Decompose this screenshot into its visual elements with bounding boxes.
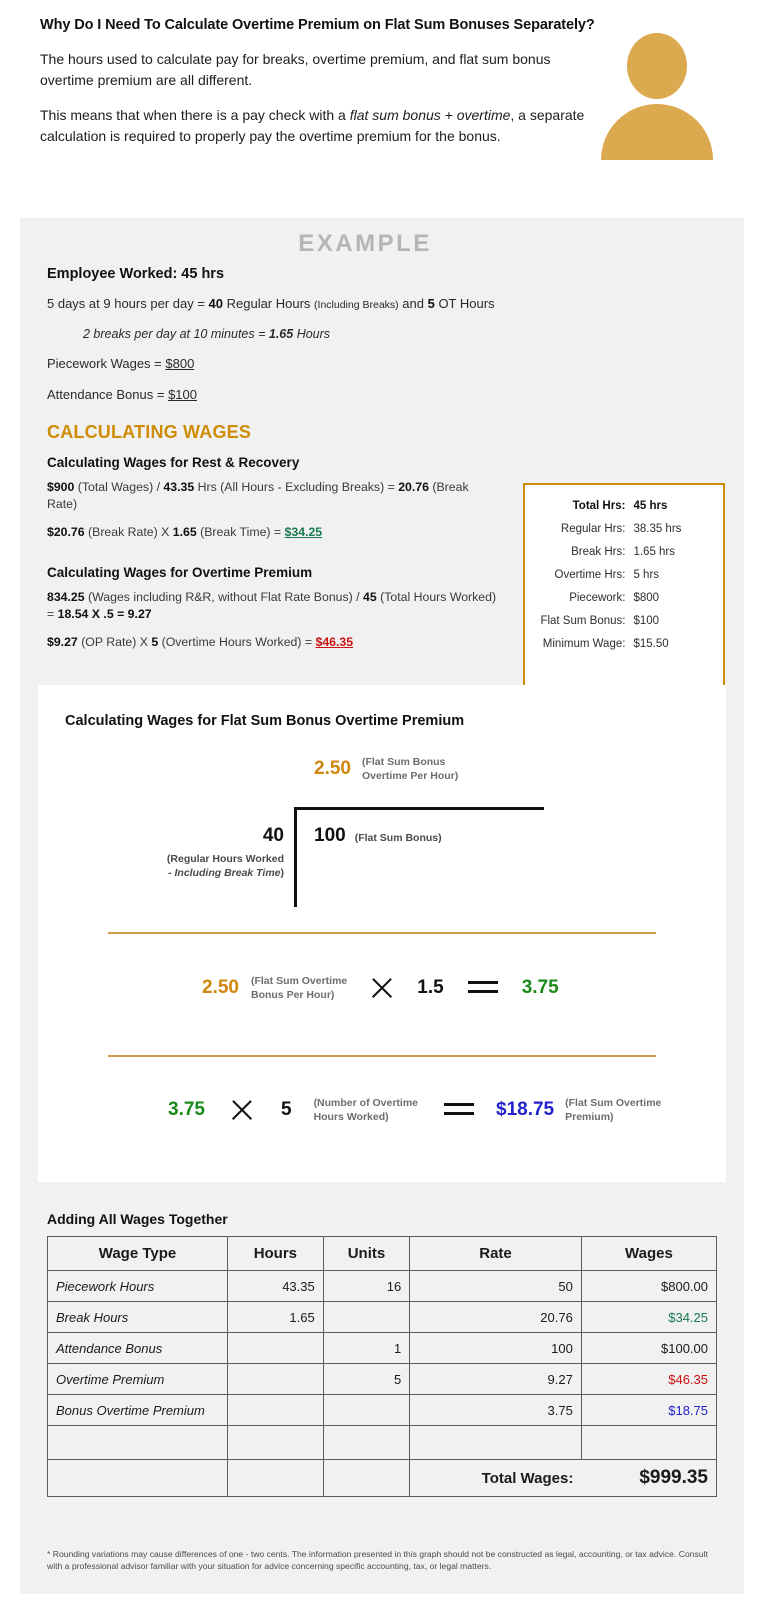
row2-result: $18.75 bbox=[496, 1099, 555, 1120]
summary-row bbox=[525, 563, 712, 586]
intro-p2-part-a: This means that when there is a pay check with a bbox=[40, 107, 350, 123]
equation-row-2 bbox=[168, 1085, 661, 1135]
op-l1-v3: 18.54 X .5 = 9.27 bbox=[57, 607, 152, 621]
wages-table-header-row bbox=[48, 1237, 717, 1271]
op-l2-v1: $9.27 bbox=[47, 635, 78, 649]
equals-icon bbox=[444, 1103, 474, 1117]
row2-a-value: 3.75 bbox=[168, 1099, 205, 1120]
table-row bbox=[48, 1426, 717, 1460]
divisor-value: 40 bbox=[262, 825, 284, 846]
wages-cell: $46.35 bbox=[581, 1364, 716, 1395]
piecework-wages-line bbox=[47, 355, 502, 373]
units-cell bbox=[323, 1395, 409, 1426]
wages-column-header: Rate bbox=[410, 1237, 582, 1271]
summary-row-key: Total Hrs: bbox=[572, 499, 626, 512]
op-l2-t1: (OP Rate) X bbox=[77, 635, 152, 649]
table-row bbox=[48, 1271, 717, 1302]
days-line-part-a: 5 days at 9 hours per day = bbox=[47, 296, 209, 311]
divider-rule-1 bbox=[108, 932, 656, 934]
long-division-figure bbox=[38, 743, 726, 928]
divisor-label-b: - Including Break Time bbox=[168, 867, 281, 879]
total-wages-value: $999.35 bbox=[581, 1460, 716, 1497]
division-vertical-bar bbox=[294, 807, 297, 907]
attendance-label: Attendance Bonus = bbox=[47, 387, 169, 402]
rest-recovery-result: $34.25 bbox=[284, 525, 323, 539]
dividend-label: (Flat Sum Bonus) bbox=[354, 832, 442, 844]
rr-l1-t1: (Total Wages) / bbox=[74, 480, 164, 494]
row1-a-value: 2.50 bbox=[202, 977, 239, 998]
summary-row-key: Flat Sum Bonus: bbox=[540, 614, 626, 627]
rr-l1-t3: (Break Rate) bbox=[47, 480, 469, 511]
hours-cell bbox=[228, 1364, 324, 1395]
rate-cell: 3.75 bbox=[410, 1395, 582, 1426]
op-l1-v1: 834.25 bbox=[47, 590, 85, 604]
summary-box bbox=[523, 483, 725, 714]
rate-cell: 50 bbox=[410, 1271, 582, 1302]
row2-b-label: (Number of Overtime Hours Worked) bbox=[313, 1097, 418, 1123]
summary-row-key: Regular Hrs: bbox=[560, 522, 626, 535]
summary-row bbox=[525, 609, 712, 632]
breaks-line-part-b: Hours bbox=[293, 327, 331, 341]
wage-type-cell: Break Hours bbox=[48, 1302, 228, 1333]
breaks-line-part-a: 2 breaks per day at 10 minutes = bbox=[83, 327, 269, 341]
wages-column-header: Wages bbox=[581, 1237, 716, 1271]
rr-l1-v3: 20.76 bbox=[398, 480, 429, 494]
divider-rule-2 bbox=[108, 1055, 656, 1057]
summary-row-value: $15.50 bbox=[633, 637, 669, 650]
summary-row-value: 38.35 hrs bbox=[633, 522, 682, 535]
hours-cell: 1.65 bbox=[228, 1302, 324, 1333]
hours-cell: 43.35 bbox=[228, 1271, 324, 1302]
summary-row-key: Overtime Hrs: bbox=[554, 568, 626, 581]
breaks-per-day-line bbox=[47, 327, 502, 341]
ot-hours-value: 5 bbox=[427, 296, 435, 311]
wages-column-header: Wage Type bbox=[48, 1237, 228, 1271]
rr-l2-v2: 1.65 bbox=[172, 525, 197, 539]
op-l2-t2: (Overtime Hours Worked) = bbox=[158, 635, 316, 649]
empty-cell bbox=[48, 1460, 228, 1497]
multiply-icon bbox=[229, 1097, 255, 1123]
quotient-label: (Flat Sum Bonus Overtime Per Hour) bbox=[361, 756, 459, 782]
units-cell bbox=[323, 1302, 409, 1333]
days-worked-line bbox=[47, 295, 502, 314]
days-line-part-b: Regular Hours bbox=[223, 296, 315, 311]
person-avatar-icon bbox=[601, 33, 713, 160]
op-l1-t1: (Wages including R&R, without Flat Rate Bonus) / bbox=[84, 590, 364, 604]
row1-a-label: (Flat Sum Overtime Bonus Per Hour) bbox=[250, 975, 348, 1001]
attendance-bonus-line bbox=[47, 386, 502, 404]
attendance-value: $100 bbox=[168, 387, 197, 402]
table-row bbox=[48, 1302, 717, 1333]
dividend-value: 100 bbox=[314, 825, 346, 846]
wages-cell: $18.75 bbox=[581, 1395, 716, 1426]
multiply-icon bbox=[369, 975, 395, 1001]
rr-l2-v1: $20.76 bbox=[47, 525, 85, 539]
table-row bbox=[48, 1333, 717, 1364]
table-row bbox=[48, 1364, 717, 1395]
divisor-label-a: (Regular Hours Worked bbox=[166, 853, 284, 865]
op-calc-line-1 bbox=[47, 589, 502, 623]
wage-type-cell: Overtime Premium bbox=[48, 1364, 228, 1395]
table-row bbox=[48, 1395, 717, 1426]
days-line-part-d: OT Hours bbox=[434, 296, 495, 311]
op-l1-t2: (Total Hours Worked) = bbox=[47, 590, 497, 621]
wage-type-cell: Attendance Bonus bbox=[48, 1333, 228, 1364]
rr-l2-t2: (Break Time) = bbox=[196, 525, 285, 539]
wages-cell bbox=[581, 1426, 716, 1460]
rate-cell: 9.27 bbox=[410, 1364, 582, 1395]
hours-cell bbox=[228, 1395, 324, 1426]
rate-cell bbox=[410, 1426, 582, 1460]
intro-p2-emphasis: flat sum bonus + overtime bbox=[349, 107, 511, 123]
empty-cell bbox=[228, 1460, 324, 1497]
example-panel bbox=[20, 218, 744, 1594]
empty-cell bbox=[323, 1460, 409, 1497]
summary-row bbox=[525, 540, 712, 563]
break-hours-value: 1.65 bbox=[268, 327, 294, 341]
including-breaks-note: (Including Breaks) bbox=[314, 299, 399, 311]
rr-l1-v2: 43.35 bbox=[163, 480, 195, 494]
units-cell bbox=[323, 1426, 409, 1460]
rest-recovery-subheading: Calculating Wages for Rest & Recovery bbox=[47, 455, 300, 470]
summary-row-value: 1.65 hrs bbox=[633, 545, 676, 558]
units-cell: 16 bbox=[323, 1271, 409, 1302]
rr-calc-line-2 bbox=[47, 524, 502, 541]
summary-row bbox=[525, 494, 712, 517]
divisor-label: (Regular Hours Worked - Including Break Time) bbox=[166, 853, 284, 879]
summary-row bbox=[525, 586, 712, 609]
summary-row-key: Break Hrs: bbox=[571, 545, 626, 558]
example-watermark-label: EXAMPLE bbox=[298, 230, 432, 257]
summary-row-value: $100 bbox=[633, 614, 660, 627]
units-cell: 1 bbox=[323, 1333, 409, 1364]
wages-cell: $34.25 bbox=[581, 1302, 716, 1333]
summary-row-key: Minimum Wage: bbox=[542, 637, 626, 650]
division-divisor bbox=[148, 825, 284, 880]
wage-type-cell: Piecework Hours bbox=[48, 1271, 228, 1302]
overtime-premium-subheading: Calculating Wages for Overtime Premium bbox=[47, 565, 313, 580]
row2-b-value: 5 bbox=[280, 1099, 292, 1120]
intro-text-block bbox=[40, 16, 600, 161]
wages-column-header: Units bbox=[323, 1237, 409, 1271]
wages-table-title: Adding All Wages Together bbox=[47, 1211, 228, 1227]
row1-b-value: 1.5 bbox=[417, 977, 444, 998]
wages-cell: $800.00 bbox=[581, 1271, 716, 1302]
avatar-body-shape bbox=[601, 104, 713, 160]
summary-row-key: Piecework: bbox=[569, 591, 626, 604]
rate-cell: 100 bbox=[410, 1333, 582, 1364]
units-cell: 5 bbox=[323, 1364, 409, 1395]
regular-hours-value: 40 bbox=[208, 296, 223, 311]
total-wages-label: Total Wages: bbox=[410, 1460, 582, 1497]
summary-row-value: 5 hrs bbox=[633, 568, 660, 581]
op-calc-line-2 bbox=[47, 634, 502, 651]
hours-cell bbox=[228, 1333, 324, 1364]
intro-paragraph-2 bbox=[40, 105, 600, 147]
intro-paragraph-1: The hours used to calculate pay for breaks, overtime premium, and flat sum bonus overtime premium are all different. bbox=[40, 51, 551, 88]
division-quotient bbox=[314, 755, 458, 783]
op-l2-v2: 5 bbox=[151, 635, 159, 649]
rate-cell: 20.76 bbox=[410, 1302, 582, 1333]
summary-table bbox=[525, 494, 712, 655]
row1-result: 3.75 bbox=[521, 977, 559, 998]
rr-l1-t2: Hrs (All Hours - Excluding Breaks) = bbox=[194, 480, 399, 494]
row2-result-label: (Flat Sum Overtime Premium) bbox=[565, 1097, 662, 1123]
summary-row bbox=[525, 517, 712, 540]
calculating-wages-heading: CALCULATING WAGES bbox=[47, 422, 252, 442]
example-left-column bbox=[47, 266, 502, 662]
summary-row-value: 45 hrs bbox=[633, 499, 668, 512]
piecework-label: Piecework Wages = bbox=[47, 356, 166, 371]
diagram-title: Calculating Wages for Flat Sum Bonus Overtime Premium bbox=[65, 713, 465, 729]
intro-p2-part-b: , a separate calculation is required to properly pay the overtime premium for the bonus. bbox=[40, 107, 585, 144]
piecework-value: $800 bbox=[165, 356, 195, 371]
avatar-head-shape bbox=[627, 33, 687, 99]
rr-l1-v1: $900 bbox=[47, 480, 75, 494]
wage-type-cell bbox=[48, 1426, 228, 1460]
equals-icon bbox=[468, 981, 498, 995]
flat-sum-diagram-card bbox=[38, 685, 726, 1182]
employee-worked-heading: Employee Worked: 45 hrs bbox=[47, 266, 225, 282]
summary-row-value: $800 bbox=[633, 591, 660, 604]
wages-table bbox=[47, 1236, 717, 1497]
intro-section bbox=[0, 0, 764, 218]
rr-l2-t1: (Break Rate) X bbox=[84, 525, 173, 539]
wage-type-cell: Bonus Overtime Premium bbox=[48, 1395, 228, 1426]
division-dividend bbox=[314, 825, 442, 847]
equation-row-1 bbox=[202, 963, 559, 1013]
quotient-value: 2.50 bbox=[314, 758, 351, 779]
overtime-premium-result: $46.35 bbox=[315, 635, 354, 649]
summary-row bbox=[525, 632, 712, 655]
days-line-part-c: and bbox=[398, 296, 428, 311]
footnote-disclaimer: * Rounding variations may cause differences of one - two cents. The information presented in this graph should not be constructed as legal, accounting, or tax advice. Consult with a professional advisor familiar with your situation for advice concerning specific accounting, tax, or legal matters. bbox=[47, 1549, 708, 1571]
op-l1-v2: 45 bbox=[363, 590, 377, 604]
rr-calc-line-1 bbox=[47, 479, 502, 513]
total-wages-row bbox=[48, 1460, 717, 1497]
division-vinculum-line bbox=[294, 807, 544, 810]
page-title: Why Do I Need To Calculate Overtime Premium on Flat Sum Bonuses Separately? bbox=[40, 17, 595, 33]
hours-cell bbox=[228, 1426, 324, 1460]
wages-column-header: Hours bbox=[228, 1237, 324, 1271]
wages-cell: $100.00 bbox=[581, 1333, 716, 1364]
